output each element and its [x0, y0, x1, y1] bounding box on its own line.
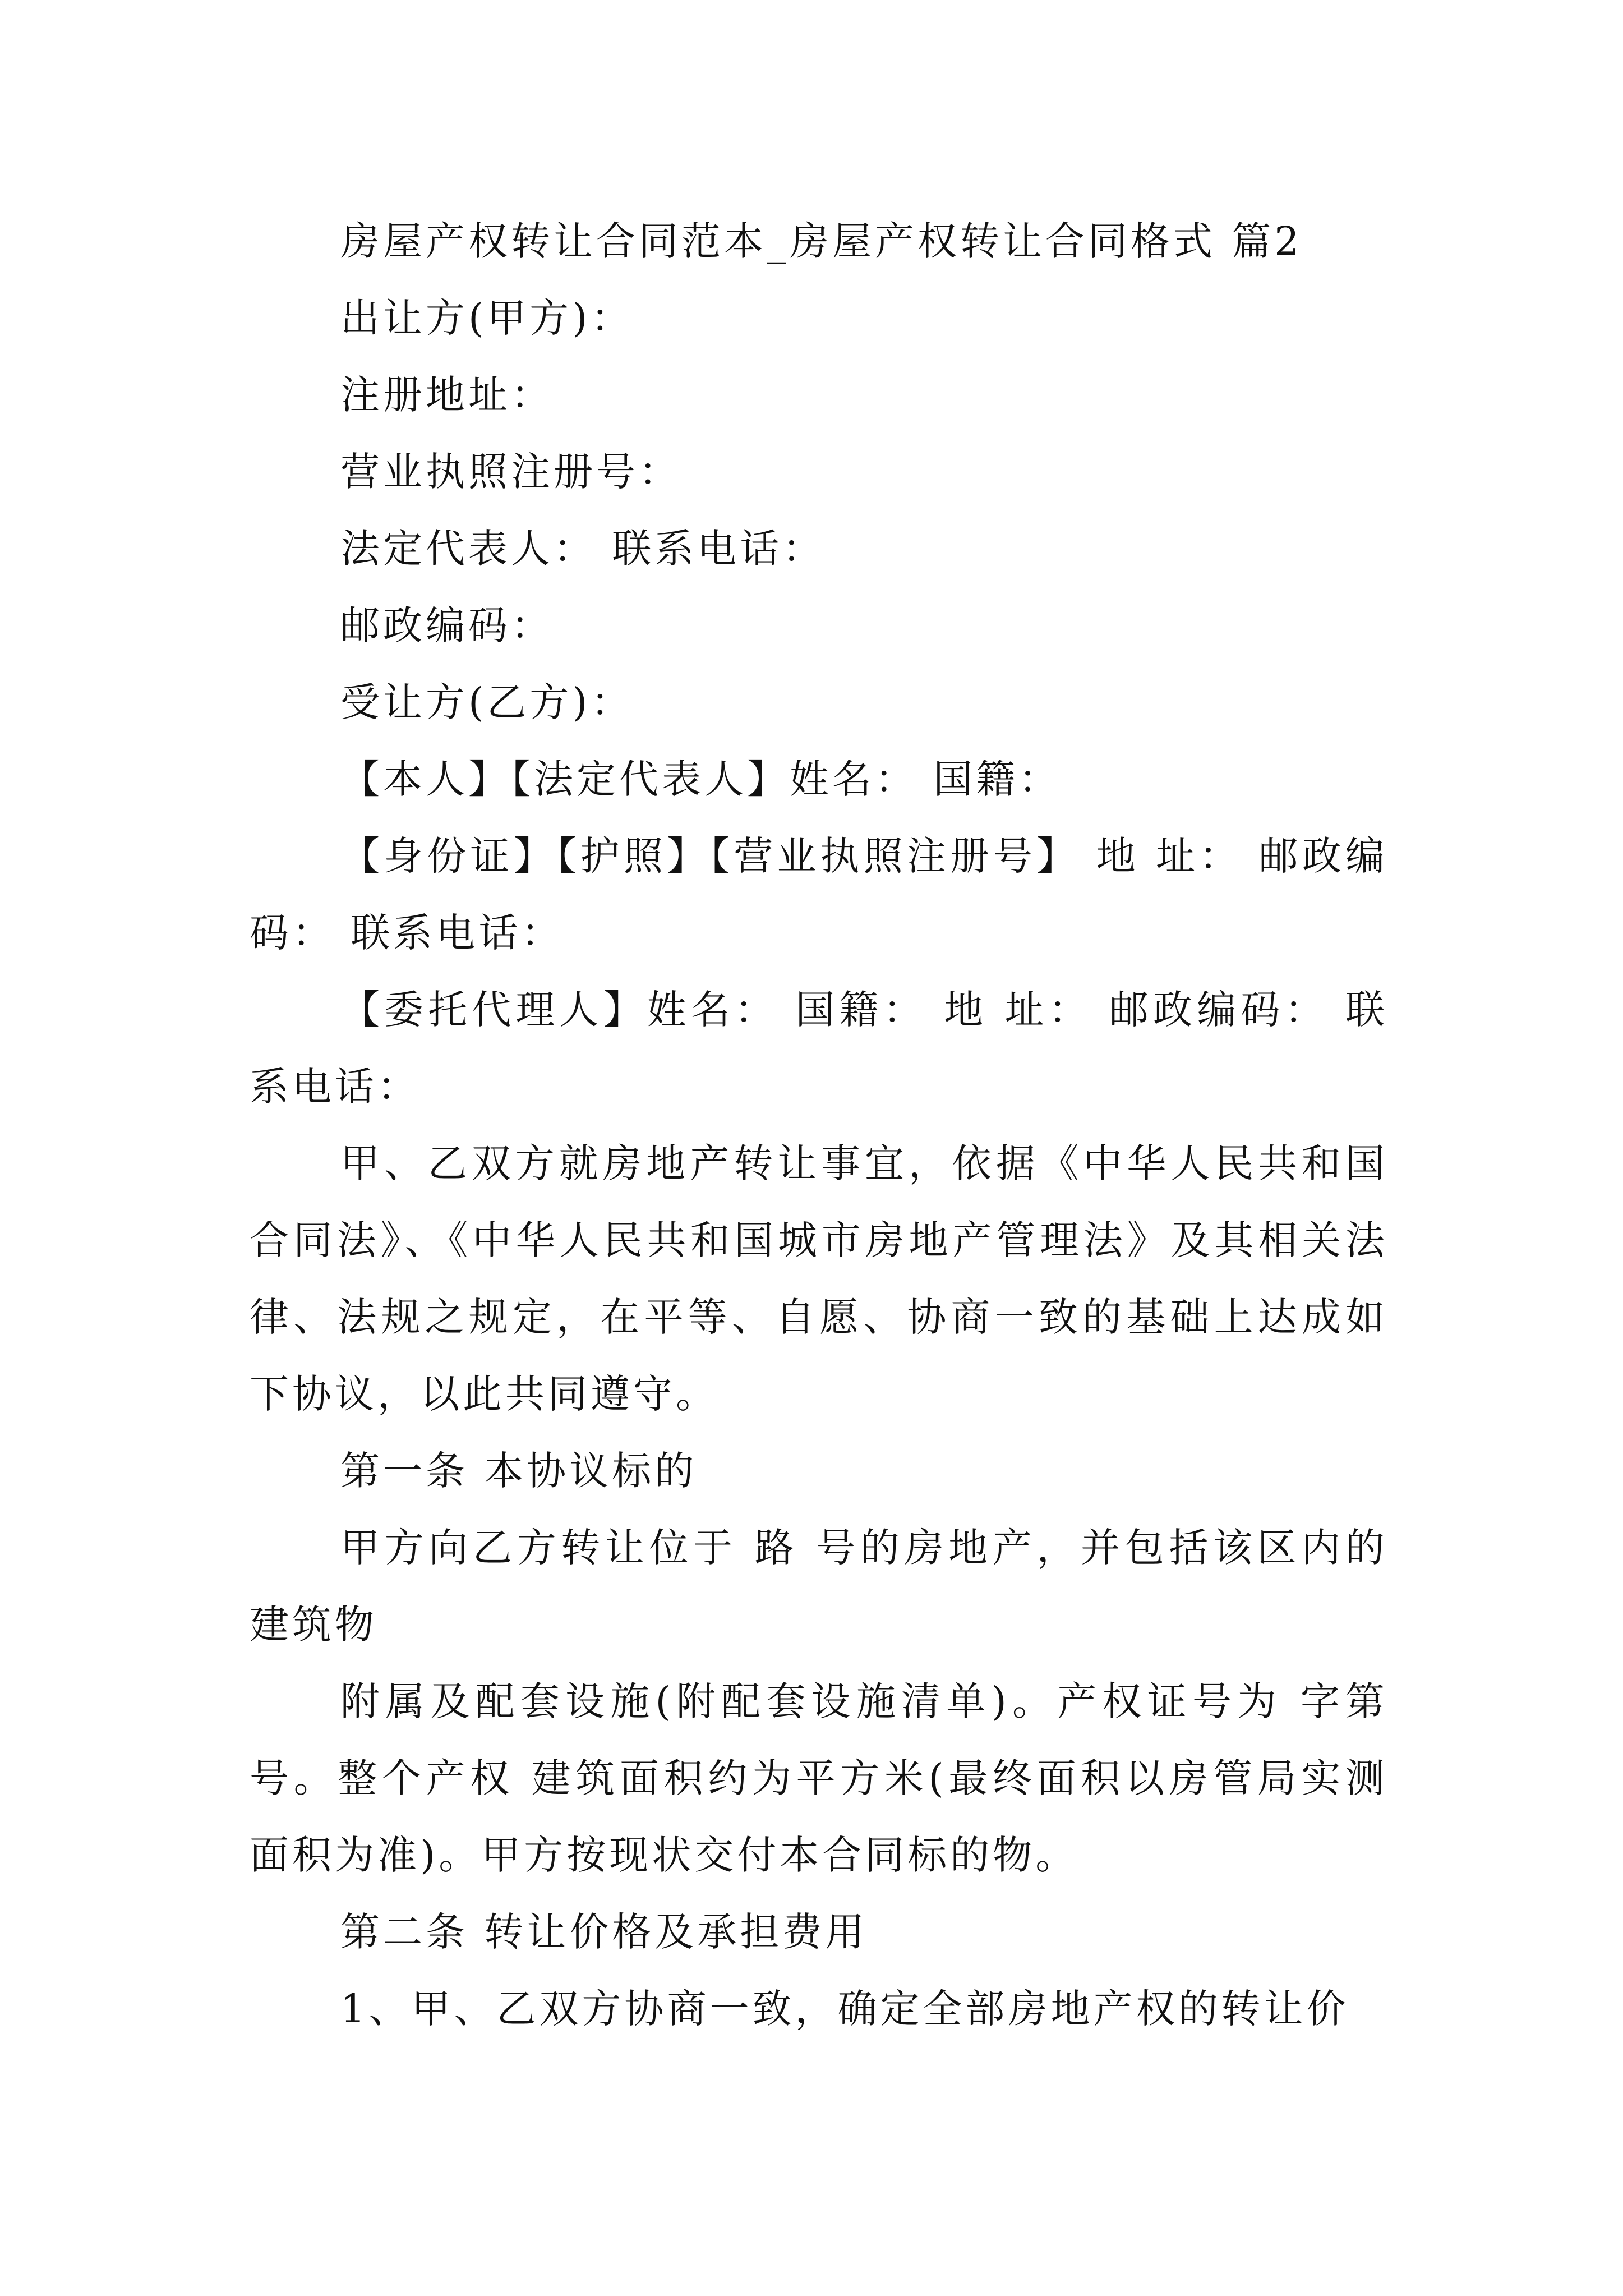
business-license-line: 营业执照注册号：	[340, 449, 681, 495]
preamble-paragraph: 甲、乙双方就房地产转让事宜，依据《中华人民共和国合同法》、《中华人民共和国城市房地产管理法》及其相关法律、法规之规定，在平等、自愿、协商一致的基础上达成如下协议，以此共同遵守。	[250, 1140, 1388, 1417]
postal-code-line: 邮政编码：	[340, 602, 554, 648]
transferor-heading: 出让方(甲方)：	[340, 295, 634, 341]
transferee-name-line: 【本人】【法定代表人】姓名： 国籍：	[340, 756, 1062, 802]
transferee-heading: 受让方(乙方)：	[340, 679, 634, 725]
article-two-heading: 第二条 转让价格及承担费用	[340, 1909, 868, 1955]
registered-address-line: 注册地址：	[340, 372, 554, 418]
legal-representative-line: 法定代表人： 联系电话：	[340, 526, 826, 572]
agent-line: 【委托代理人】姓名： 国籍： 地 址： 邮政编码： 联系电话：	[250, 987, 1388, 1110]
article-one-paragraph-2: 附属及配套设施(附配套设施清单)。产权证号为 字第 号。整个产权 建筑面积约为平方米(最终面积以房管局实测面积为准)。甲方按现状交付本合同标的物。	[250, 1678, 1388, 1878]
article-one-heading: 第一条 本协议标的	[340, 1448, 698, 1494]
transferee-id-line: 【身份证】【护照】【营业执照注册号】 地 址： 邮政编码： 联系电话：	[250, 833, 1388, 956]
article-one-paragraph-1: 甲方向乙方转让位于 路 号的房地产，并包括该区内的建筑物	[250, 1525, 1388, 1648]
document-body	[250, 203, 1388, 2047]
document-title: 房屋产权转让合同范本_房屋产权转让合同格式 篇2	[340, 218, 1303, 264]
article-two-paragraph-1: 1、甲、乙双方协商一致，确定全部房地产权的转让价	[340, 1986, 1349, 2032]
